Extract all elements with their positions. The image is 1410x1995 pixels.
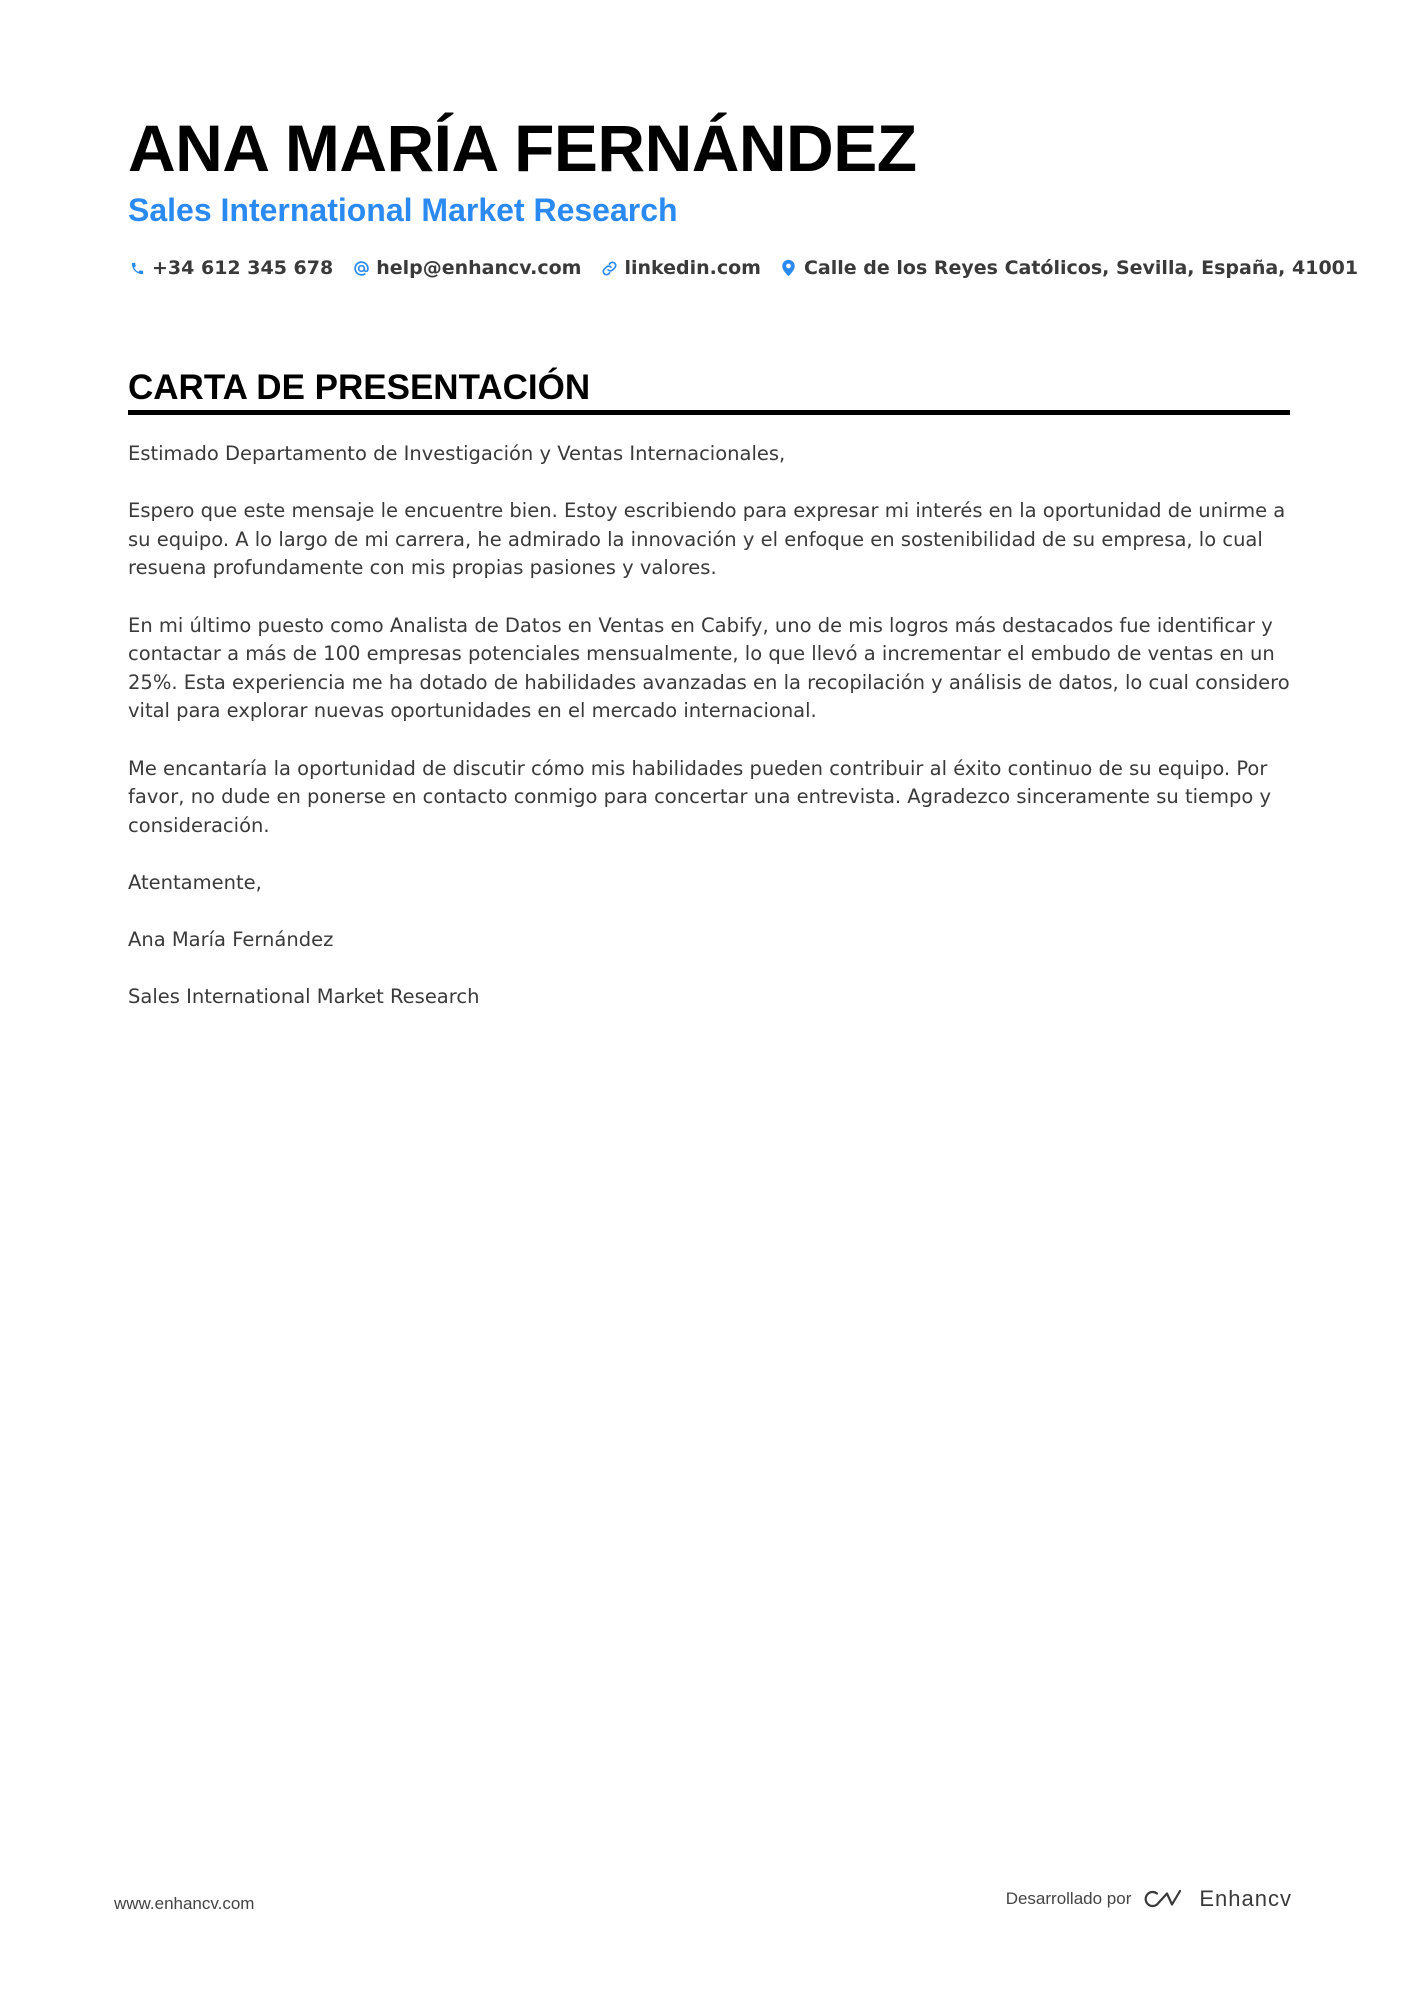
letter-paragraph: Espero que este mensaje le encuentre bien. Estoy escribiendo para expresar mi interés en la oportunidad de unirme a su equipo. A lo largo de mi carrera, he admirado la innovación y el enfoque en sostenibilidad de su empresa, lo cual resuena profundamente con mis propias pasiones y valores. xyxy=(128,499,1286,580)
powered-by-label: Desarrollado por xyxy=(1005,1889,1132,1908)
footer-url[interactable]: www.enhancv.com xyxy=(114,1894,255,1913)
link-icon xyxy=(600,257,618,279)
job-title: Sales International Market Research xyxy=(128,192,678,228)
enhancv-logo-icon xyxy=(1143,1887,1189,1911)
signature-name: Ana María Fernández xyxy=(128,928,334,952)
candidate-name: ANA MARÍA FERNÁNDEZ xyxy=(128,111,917,185)
signature-title: Sales International Market Research xyxy=(128,985,480,1009)
location-pin-icon xyxy=(780,257,798,279)
address: Calle de los Reyes Católicos, Sevilla, España, 41001 xyxy=(803,257,1359,279)
letter-body xyxy=(128,440,1293,1040)
contact-email xyxy=(352,257,581,279)
letter-closing: Atentamente, xyxy=(128,870,262,894)
linkedin-link[interactable]: linkedin.com xyxy=(624,257,761,279)
letter-paragraph: Me encantaría la oportunidad de discutir cómo mis habilidades pueden contribuir al éxito continuo de su equipo. Por favor, no dude en ponerse en contacto conmigo para concertar una entrevista. Agradezco sinceramente su tiempo y consideración. xyxy=(128,756,1272,837)
contact-address xyxy=(780,257,1358,279)
at-icon xyxy=(352,257,370,279)
contact-linkedin xyxy=(600,257,761,279)
email-address[interactable]: help@enhancv.com xyxy=(376,257,582,279)
footer-brand xyxy=(1006,1886,1292,1912)
contact-phone xyxy=(128,257,333,279)
letter-paragraph: En mi último puesto como Analista de Datos en Ventas en Cabify, uno de mis logros más destacados fue identificar y contactar a más de 100 empresas potenciales mensualmente, lo que llevó a incrementar el embudo de ventas en un 25%. Esta experiencia me ha dotado de habilidades avanzadas en la recopilación y análisis de datos, lo cual considero vital para explorar nuevas oportunidades en el mercado internacional. xyxy=(128,613,1290,723)
contact-bar xyxy=(128,254,1377,282)
section-title: CARTA DE PRESENTACIÓN xyxy=(128,368,591,407)
phone-number[interactable]: +34 612 345 678 xyxy=(152,257,334,279)
section-divider xyxy=(128,410,1290,415)
phone-icon xyxy=(128,257,146,279)
brand-name[interactable]: Enhancv xyxy=(1199,1886,1292,1911)
letter-greeting: Estimado Departamento de Investigación y Ventas Internacionales, xyxy=(128,442,786,465)
